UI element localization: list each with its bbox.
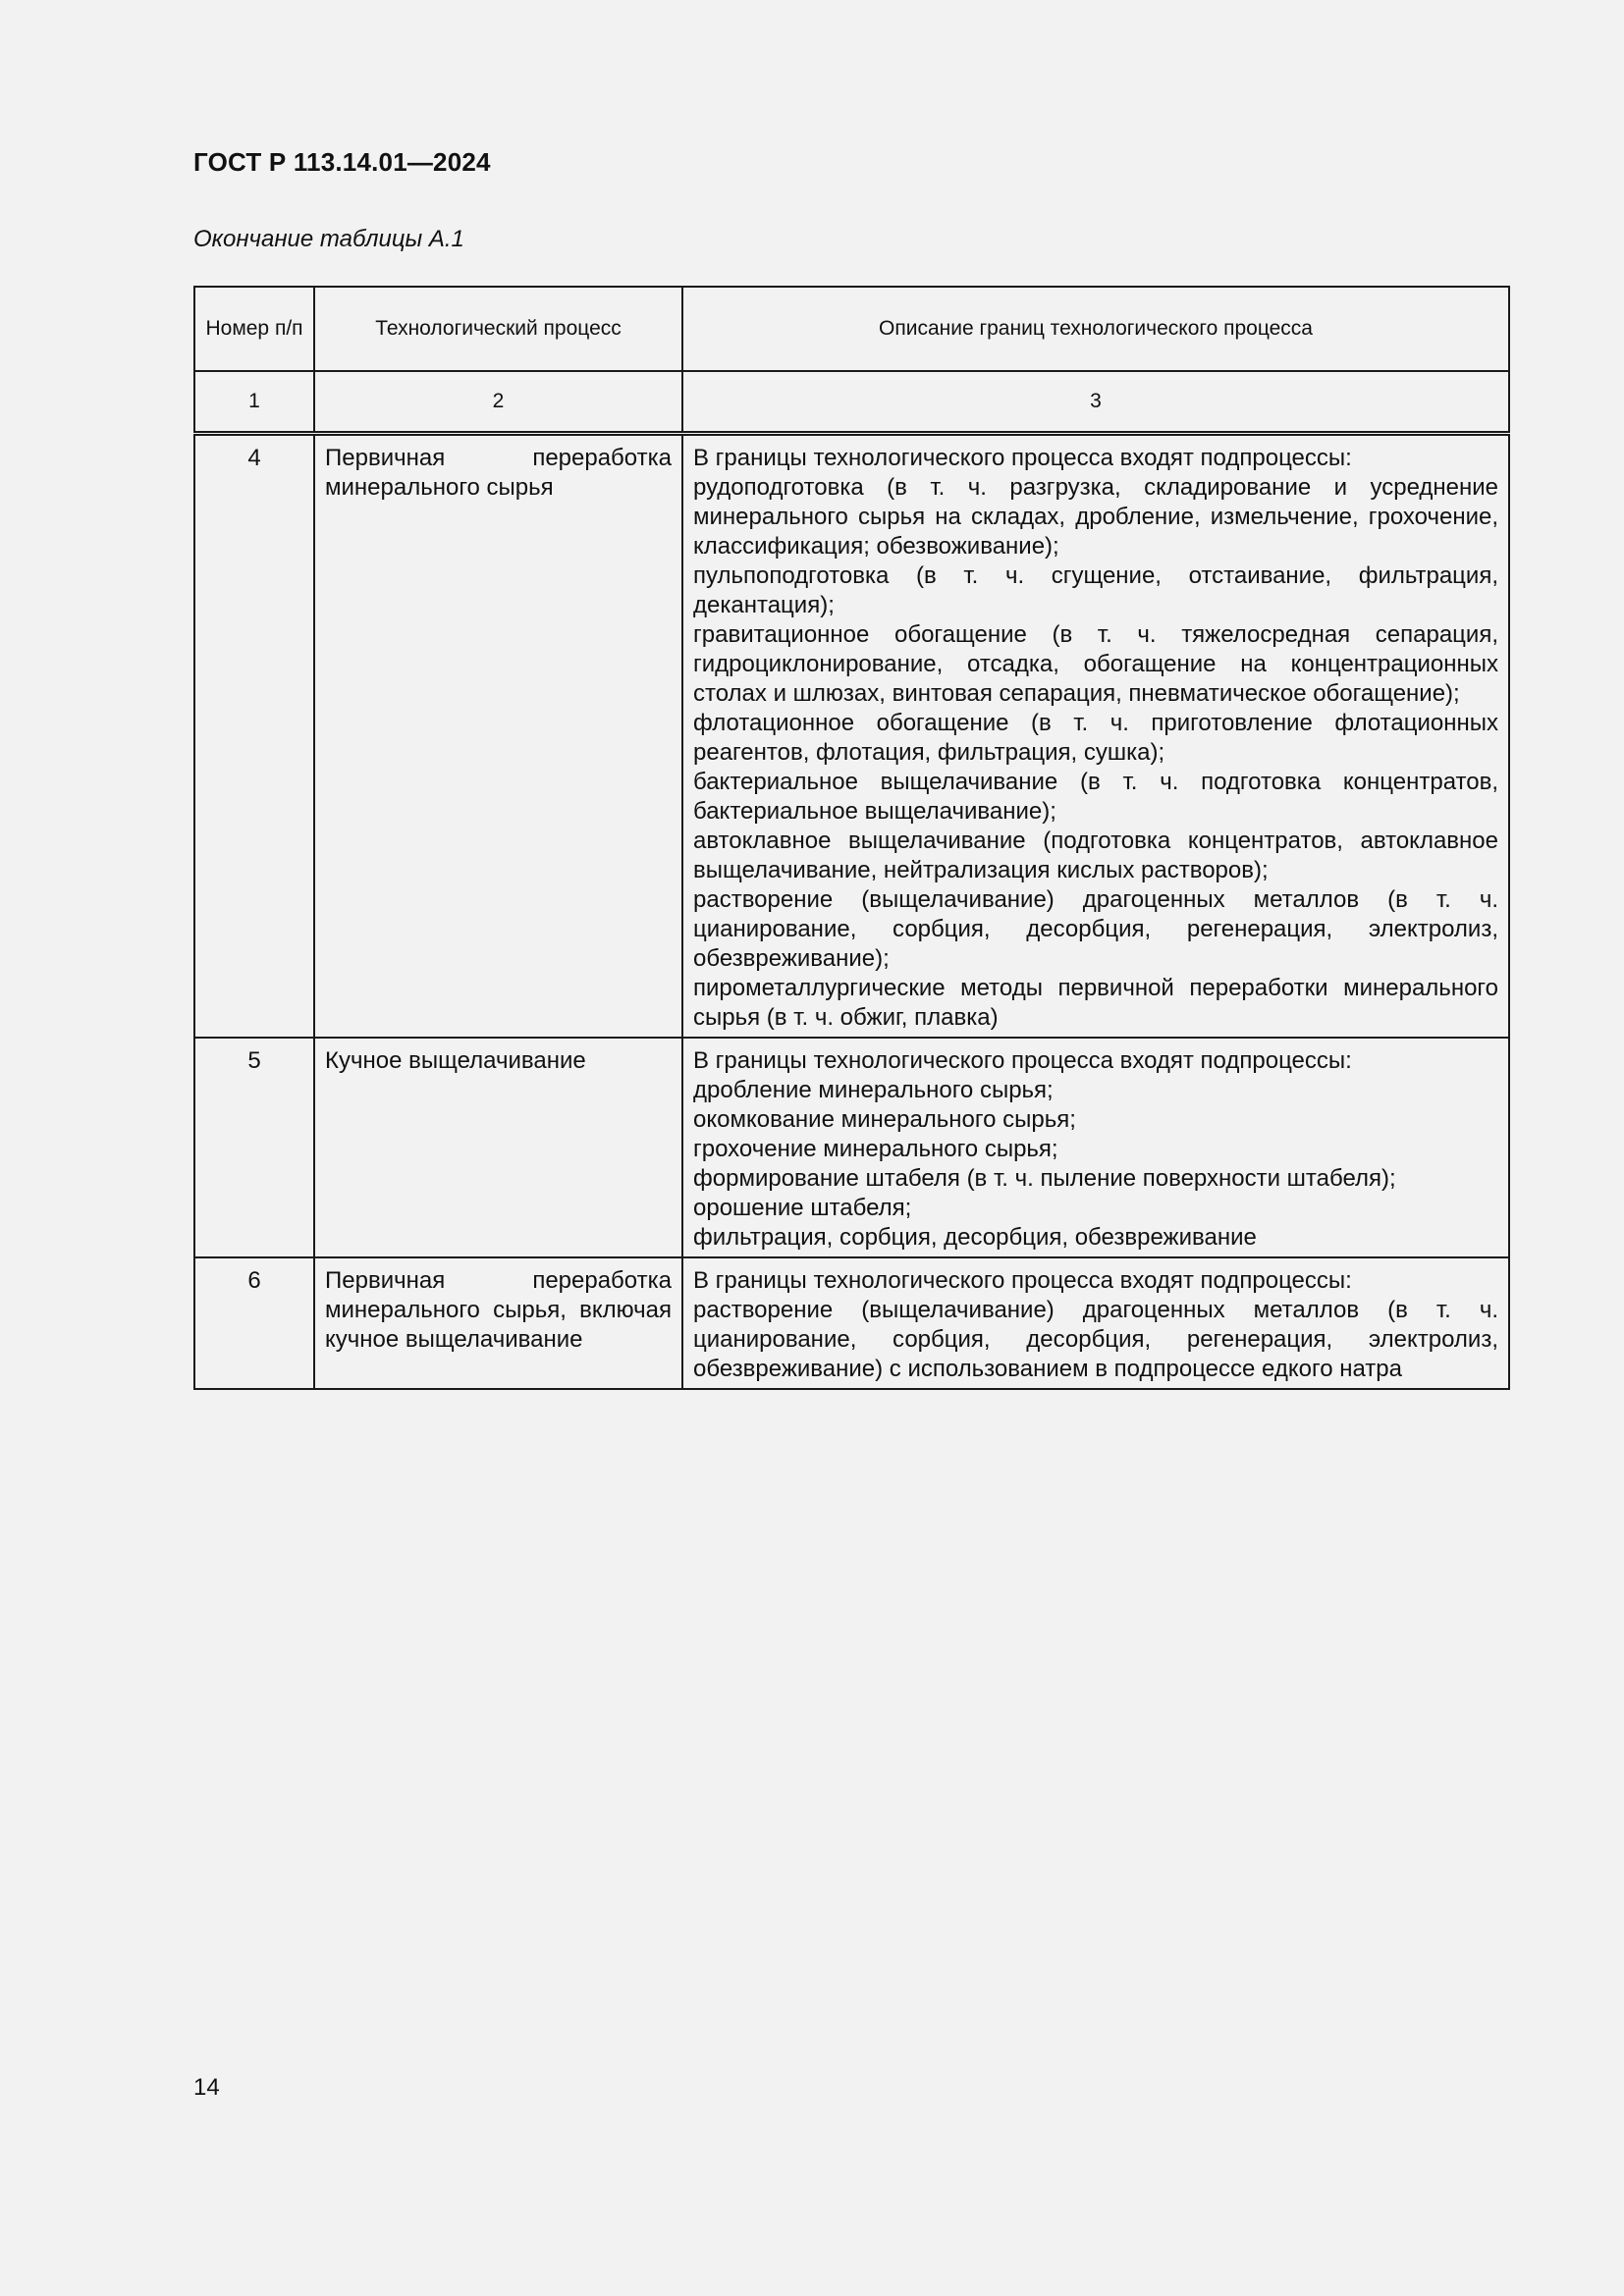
description-line: бактериальное выщелачивание (в т. ч. подготовка концентратов, бактериальное выщелачивание); xyxy=(693,769,1498,825)
process-table xyxy=(193,286,1510,1390)
description-line: флотационное обогащение (в т. ч. приготовление флотационных реагентов, флотация, фильтрация, сушка); xyxy=(693,710,1498,766)
column-numbering-row xyxy=(194,371,1509,434)
process-description xyxy=(682,434,1509,1039)
description-line: В границы технологического процесса входят подпроцессы: xyxy=(693,1047,1352,1074)
column-header-number: Номер п/п xyxy=(194,287,314,371)
description-line: орошение штабеля; xyxy=(693,1195,912,1221)
table-header-row xyxy=(194,287,1509,371)
process-description xyxy=(682,1257,1509,1389)
process-description xyxy=(682,1038,1509,1257)
column-header-process: Технологический процесс xyxy=(314,287,682,371)
table-row xyxy=(194,1038,1509,1257)
description-line: В границы технологического процесса входят подпроцессы: xyxy=(693,1267,1352,1294)
column-number: 2 xyxy=(314,371,682,434)
process-name: Первичная переработка минерального сырья, включая кучное выщелачивание xyxy=(314,1257,682,1389)
description-line: пульпоподготовка (в т. ч. сгущение, отстаивание, фильтрация, декантация); xyxy=(693,562,1498,618)
document-header: ГОСТ Р 113.14.01—2024 xyxy=(193,147,491,177)
description-line: пирометаллургические методы первичной переработки минерального сырья (в т. ч. обжиг, плавка) xyxy=(693,975,1498,1031)
column-number: 1 xyxy=(194,371,314,434)
process-name: Кучное выщелачивание xyxy=(314,1038,682,1257)
column-number: 3 xyxy=(682,371,1509,434)
description-line: автоклавное выщелачивание (подготовка концентратов, автоклавное выщелачивание, нейтрализация кислых растворов); xyxy=(693,828,1498,883)
process-name: Первичная переработка минерального сырья xyxy=(314,434,682,1039)
row-number: 6 xyxy=(194,1257,314,1389)
table-row xyxy=(194,1257,1509,1389)
description-line: растворение (выщелачивание) драгоценных металлов (в т. ч. цианирование, сорбция, десорбция, регенерация, электролиз, обезвреживание) с использованием в подпроцессе едкого натра xyxy=(693,1297,1498,1382)
description-line: гравитационное обогащение (в т. ч. тяжелосредная сепарация, гидроциклонирование, отсадка, обогащение на концентрационных столах и шлюзах, винтовая сепарация, пневматическое обогащение); xyxy=(693,621,1498,707)
column-header-description: Описание границ технологического процесса xyxy=(682,287,1509,371)
description-line: окомкование минерального сырья; xyxy=(693,1106,1076,1133)
row-number: 5 xyxy=(194,1038,314,1257)
page-number: 14 xyxy=(193,2074,220,2101)
table-caption: Окончание таблицы А.1 xyxy=(193,226,464,252)
description-line: дробление минерального сырья; xyxy=(693,1077,1054,1103)
description-line: формирование штабеля (в т. ч. пыление поверхности штабеля); xyxy=(693,1165,1396,1192)
description-line: рудоподготовка (в т. ч. разгрузка, складирование и усреднение минерального сырья на складах, дробление, измельчение, грохочение, классификация; обезвоживание); xyxy=(693,474,1498,560)
description-line: растворение (выщелачивание) драгоценных металлов (в т. ч. цианирование, сорбция, десорбция, регенерация, электролиз, обезвреживание); xyxy=(693,886,1498,972)
row-number: 4 xyxy=(194,434,314,1039)
table-row xyxy=(194,434,1509,1039)
description-line: грохочение минерального сырья; xyxy=(693,1136,1058,1162)
description-line: В границы технологического процесса входят подпроцессы: xyxy=(693,445,1352,471)
description-line: фильтрация, сорбция, десорбция, обезвреживание xyxy=(693,1224,1257,1251)
